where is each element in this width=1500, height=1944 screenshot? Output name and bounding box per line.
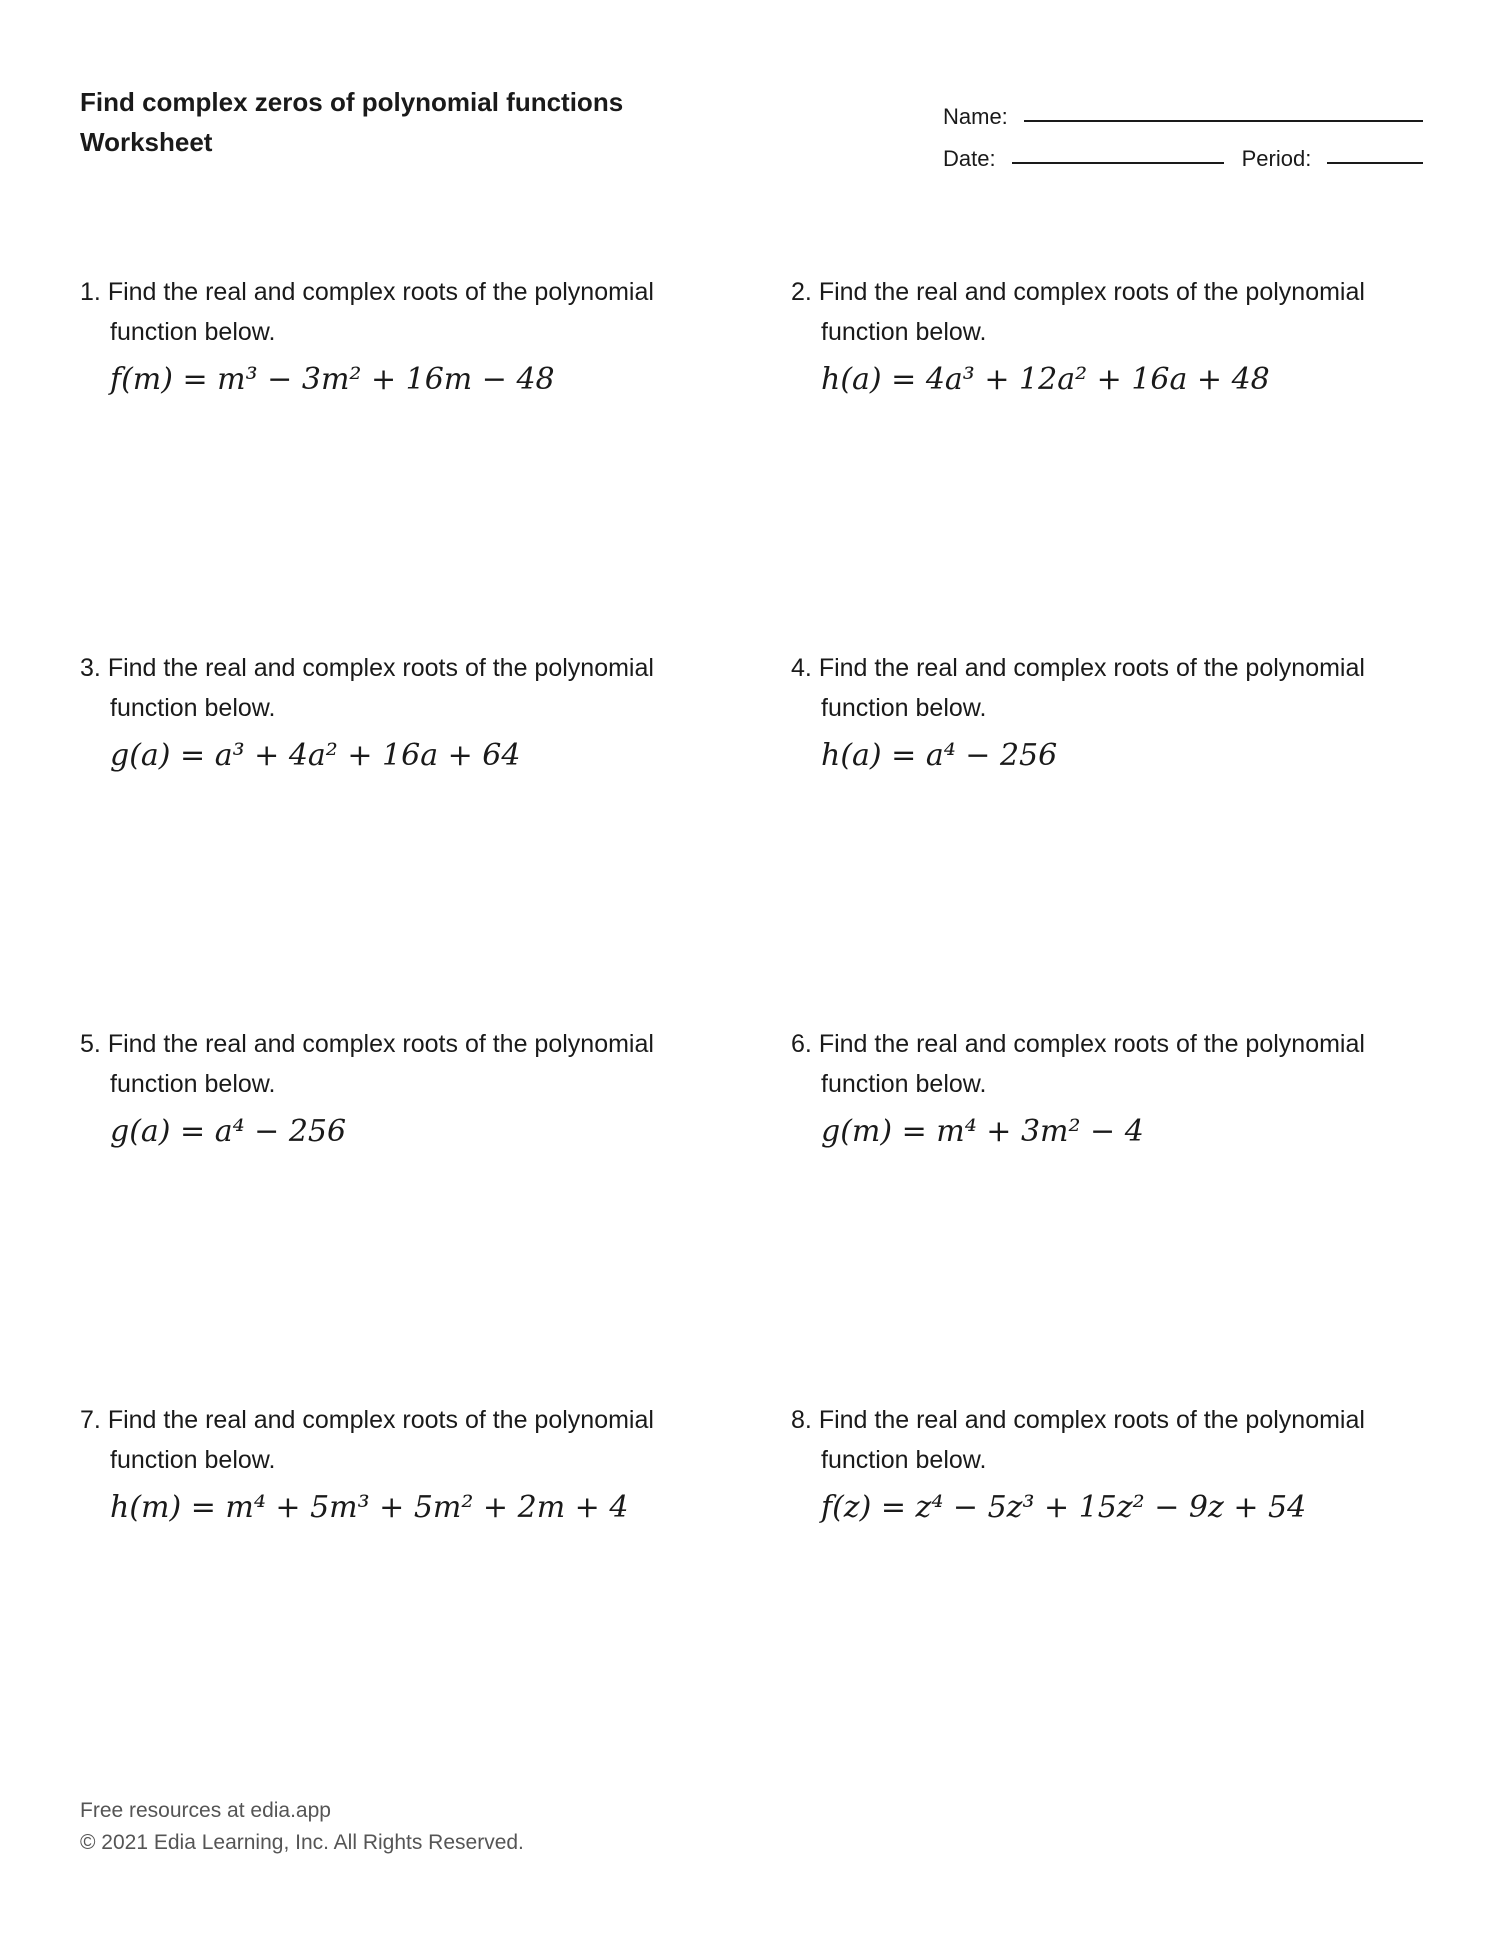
problem-number: 4. [791,654,812,682]
problem-number: 6. [791,1030,812,1058]
problem-text: Find the real and complex roots of the polynomial function below. [818,1406,1365,1474]
problem-1 [80,272,730,400]
problem-number: 2. [791,278,812,306]
problem-equation: g(a) = a³ + 4a² + 16a + 64 [110,738,521,773]
problem-equation: h(m) = m⁴ + 5m³ + 5m² + 2m + 4 [110,1490,629,1525]
student-info [943,88,1423,172]
period-blank[interactable] [1327,162,1423,164]
problem-4 [791,648,1441,776]
problem-prompt [791,648,1441,728]
problem-text: Find the real and complex roots of the polynomial function below. [818,278,1365,346]
date-blank[interactable] [1012,162,1224,164]
problem-prompt [791,272,1441,352]
problem-equation: h(a) = a⁴ − 256 [821,738,1058,773]
footer [80,1795,524,1859]
problem-text: Find the real and complex roots of the polynomial function below. [107,1406,654,1474]
date-period-row [943,130,1423,172]
problem-equation: g(a) = a⁴ − 256 [110,1114,347,1149]
problem-equation: f(m) = m³ − 3m² + 16m − 48 [110,362,555,397]
problem-6 [791,1024,1441,1152]
title-line-2: Worksheet [80,127,213,157]
name-blank[interactable] [1024,120,1423,122]
problem-prompt [80,1024,730,1104]
problem-equation: f(z) = z⁴ − 5z³ + 15z² − 9z + 54 [821,1490,1307,1525]
problem-8 [791,1400,1441,1528]
footer-resources: Free resources at edia.app [80,1799,331,1822]
problem-text: Find the real and complex roots of the polynomial function below. [818,654,1365,722]
problem-equation: h(a) = 4a³ + 12a² + 16a + 48 [821,362,1270,397]
problem-text: Find the real and complex roots of the polynomial function below. [107,654,654,722]
name-row [943,88,1423,130]
problem-equation: g(m) = m⁴ + 3m² − 4 [821,1114,1144,1149]
problem-text: Find the real and complex roots of the polynomial function below. [818,1030,1365,1098]
name-label: Name: [943,104,1008,129]
problem-prompt [80,272,730,352]
problem-prompt [791,1400,1441,1480]
problem-prompt [80,648,730,728]
problem-3 [80,648,730,776]
problem-number: 8. [791,1406,812,1434]
title-line-1: Find complex zeros of polynomial functions [80,87,624,117]
problem-prompt [791,1024,1441,1104]
problem-7 [80,1400,730,1528]
date-label: Date: [943,146,996,171]
problem-2 [791,272,1441,400]
problem-text: Find the real and complex roots of the polynomial function below. [107,278,654,346]
problem-5 [80,1024,730,1152]
problem-prompt [80,1400,730,1480]
worksheet-title [80,82,623,162]
problem-text: Find the real and complex roots of the polynomial function below. [107,1030,654,1098]
period-label: Period: [1241,146,1312,171]
problem-number: 7. [80,1406,101,1434]
problem-number: 1. [80,278,101,306]
footer-copyright: © 2021 Edia Learning, Inc. All Rights Reserved. [80,1831,524,1854]
problem-number: 3. [80,654,101,682]
problem-number: 5. [80,1030,101,1058]
